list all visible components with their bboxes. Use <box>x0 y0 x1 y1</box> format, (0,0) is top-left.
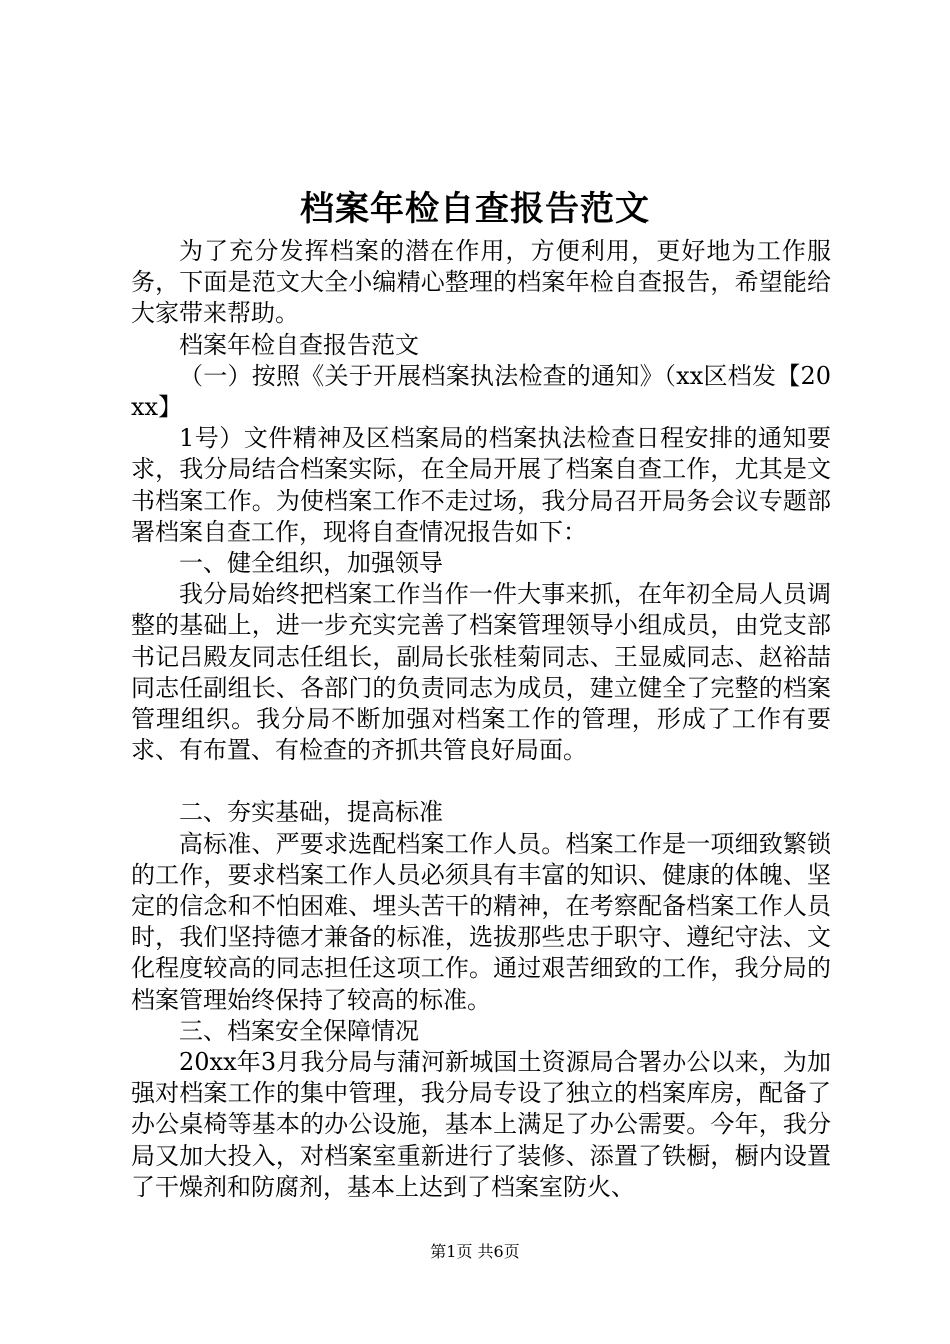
subtitle-paragraph: 档案年检自查报告范文 <box>179 330 419 359</box>
notice-reference-paragraph: （一）按照《关于开展档案执法检查的通知》（xx区档发【20xx】 <box>131 361 831 422</box>
document-body <box>131 236 831 1203</box>
section-heading-2: 二、夯实基础，提高标准 <box>179 798 443 827</box>
section-1-paragraph: 我分局始终把档案工作当作一件大事来抓，在年初全局人员调整的基础上，进一步充实完善了档案管理领导小组成员，由党支部书记吕殿友同志任组长，副局长张桂菊同志、王显威同志、赵裕喆同志任副组长、各部门的负责同志为成员，建立健全了完整的档案管理组织。我分局不断加强对档案工作的管理，形成了工作有要求、有布置、有检查的齐抓共管良好局面。 <box>131 580 831 765</box>
intro-paragraph: 为了充分发挥档案的潜在作用，方便利用，更好地为工作服务，下面是范文大全小编精心整理的档案年检自查报告，希望能给大家带来帮助。 <box>131 237 831 328</box>
section-2-paragraph: 高标准、严要求选配档案工作人员。档案工作是一项细致繁锁的工作，要求档案工作人员必须具有丰富的知识、健康的体魄、坚定的信念和不怕困难、埋头苦干的精神，在考察配备档案工作人员时，我们坚持德才兼备的标准，选拔那些忠于职守、遵纪守法、文化程度较高的同志担任这项工作。通过艰苦细致的工作，我分局的档案管理始终保持了较高的标准。 <box>131 829 831 1014</box>
page-number-footer: 第1页 共6页 <box>430 1242 520 1261</box>
notice-body-paragraph: 1号）文件精神及区档案局的档案执法检查日程安排的通知要求，我分局结合档案实际，在全局开展了档案自查工作，尤其是文书档案工作。为使档案工作不走过场，我分局召开局务会议专题部署档案自查工作，现将自查情况报告如下： <box>131 424 831 546</box>
section-3-paragraph: 20xx年3月我分局与蒲河新城国土资源局合署办公以来，为加强对档案工作的集中管理，我分局专设了独立的档案库房，配备了办公桌椅等基本的办公设施，基本上满足了办公需要。今年，我分局又加大投入，对档案室重新进行了装修、添置了铁橱，橱内设置了干燥剂和防腐剂，基本上达到了档案室防火、 <box>131 1048 831 1201</box>
section-heading-3: 三、档案安全保障情况 <box>179 1016 419 1045</box>
section-heading-1: 一、健全组织，加强领导 <box>179 549 443 578</box>
document-title: 档案年检自查报告范文 <box>300 189 650 229</box>
